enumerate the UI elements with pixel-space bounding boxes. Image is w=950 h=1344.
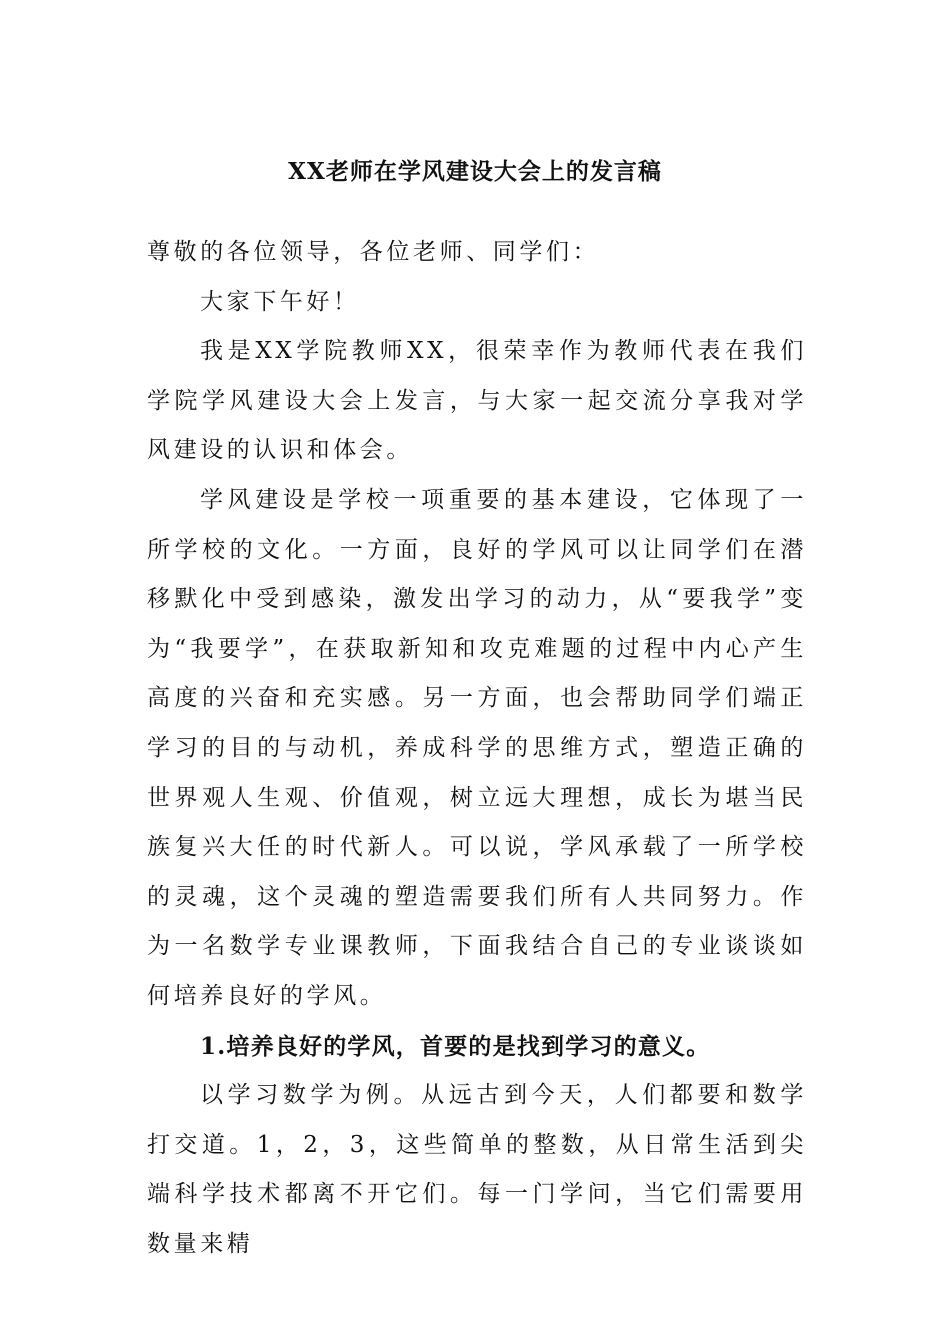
paragraph-study-style: 学风建设是学校一项重要的基本建设，它体现了一所学校的文化。一方面，良好的学风可以让同学们在潜移默化中受到感染，激发出学习的动力，从“要我学”变为“我要学”，在获取新知和攻克难题的过程中内心产生高度的兴奋和充实感。另一方面，也会帮助同学们端正学习的目的与动机，养成科学的思维方式，塑造正确的世界观人生观、价值观，树立远大理想，成长为堪当民族复兴大任的时代新人。可以说，学风承载了一所学校的灵魂，这个灵魂的塑造需要我们所有人共同努力。作为一名数学专业课教师，下面我结合自己的专业谈谈如何培养良好的学风。 bbox=[147, 486, 807, 1009]
document-body bbox=[147, 228, 807, 1269]
document-title: XX老师在学风建设大会上的发言稿 bbox=[288, 158, 662, 185]
salutation: 尊敬的各位领导，各位老师、同学们： bbox=[147, 239, 600, 265]
greeting: 大家下午好！ bbox=[200, 288, 360, 315]
paragraph-math-example: 以学习数学为例。从远古到今天，人们都要和数学打交道。1，2，3，这些简单的整数，从日常生活到尖端科学技术都离不开它们。每一门学问，当它们需要用数量来精 bbox=[147, 1082, 807, 1257]
paragraph-intro: 我是XX学院教师XX，很荣幸作为教师代表在我们学院学风建设大会上发言，与大家一起交流分享我对学风建设的认识和体会。 bbox=[147, 338, 807, 464]
section-heading: 1.培养良好的学风，首要的是找到学习的意义。 bbox=[200, 1032, 711, 1060]
